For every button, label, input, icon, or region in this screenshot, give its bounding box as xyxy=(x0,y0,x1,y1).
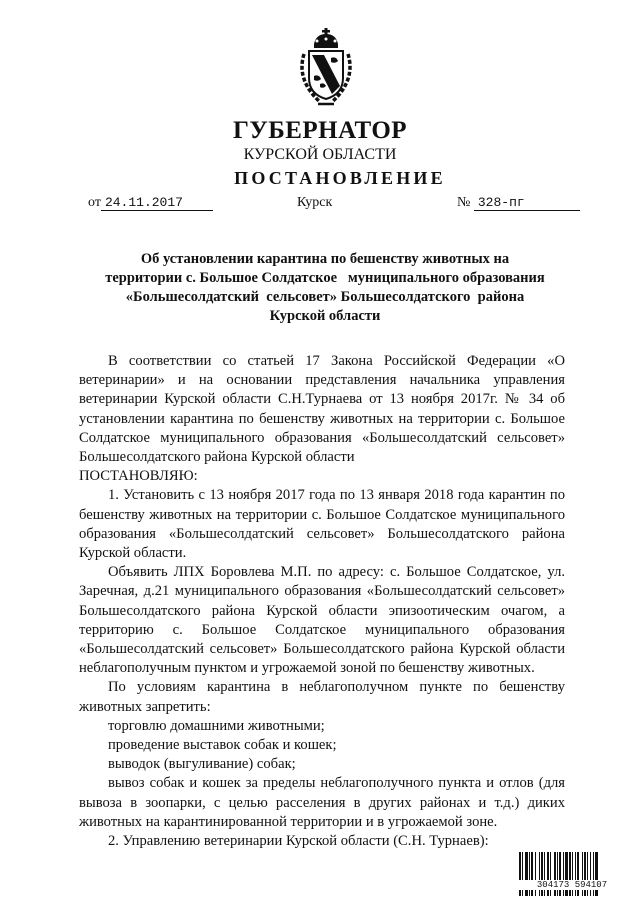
subject-line: «Большесолдатский сельсовет» Большесолдатского района xyxy=(125,289,525,305)
outbreak-paragraph: Объявить ЛПХ Боровлева М.П. по адресу: с. Большое Солдатское, ул. Заречная, д.21 муниципального образования «Большесолдатский сельсовет» Большесолдатского района Курской области эпизоотическим очагом, а территорию с. Большое Солдатское муниципального образования «Большесолдатский сельсовет» Большесолдатского района Курской области неблагополучным пунктом и угрожаемой зоной по бешенству животных. xyxy=(79,564,565,677)
number-value: 328-пг xyxy=(474,195,580,211)
issuer-title: ГУБЕРНАТОР xyxy=(232,117,408,144)
document-date xyxy=(88,195,213,211)
prohibition-item: вывоз собак и кошек за пределы неблагополучного пункта и отлов (для вывоза в зоопарки, с целью расселения в других районах и т.д.) диких животных на карантинированной территории и в угрожаемой зоне. xyxy=(79,775,565,830)
issuer-region: КУРСКОЙ ОБЛАСТИ xyxy=(243,146,397,163)
subject-line: Об установлении карантина по бешенству животных на xyxy=(140,251,510,267)
prohibition-item: торговлю домашними животными; xyxy=(108,717,325,734)
resolve-heading: ПОСТАНОВЛЯЮ: xyxy=(79,468,198,485)
coat-of-arms-icon xyxy=(294,28,358,108)
subject-line: территории с. Большое Солдатское муниципального образования xyxy=(105,270,545,286)
prohibition-item: проведение выставок собак и кошек; xyxy=(108,737,337,754)
document-body xyxy=(79,352,565,851)
date-prefix: от xyxy=(88,195,101,210)
document-type: ПОСТАНОВЛЕНИЕ xyxy=(234,168,446,188)
date-value: 24.11.2017 xyxy=(101,195,213,211)
document-subject xyxy=(100,250,550,326)
prohibition-item: выводок (выгуливание) собак; xyxy=(108,756,296,773)
preamble-paragraph: В соответствии со статьей 17 Закона Российской Федерации «О ветеринарии» и на основании представления начальника управления ветеринарии Курской области С.Н.Турнаева от 13 ноября 2017г. № 34 об установлении карантина по бешенству животных на территории с. Большое Солдатское муниципального образования «Большесолдатский сельсовет» Большесолдатского района Курской области xyxy=(79,353,565,466)
barcode-number: 304173 594107 xyxy=(519,880,625,890)
clause-1-paragraph: 1. Установить с 13 ноября 2017 года по 13 января 2018 года карантин по бешенству животных на территории с. Большое Солдатское муниципального образования «Большесолдатский сельсовет» Большесолдатского района Курской области. xyxy=(79,487,565,562)
subject-line: Курской области xyxy=(269,308,381,324)
document-number xyxy=(457,195,580,211)
prohibitions-intro: По условиям карантина в неблагополучном пункте по бешенству животных запретить: xyxy=(79,679,565,715)
clause-2-paragraph: 2. Управлению ветеринарии Курской области (С.Н. Турнаев): xyxy=(108,833,489,850)
number-prefix: № xyxy=(457,195,471,210)
document-city: Курск xyxy=(297,195,333,210)
